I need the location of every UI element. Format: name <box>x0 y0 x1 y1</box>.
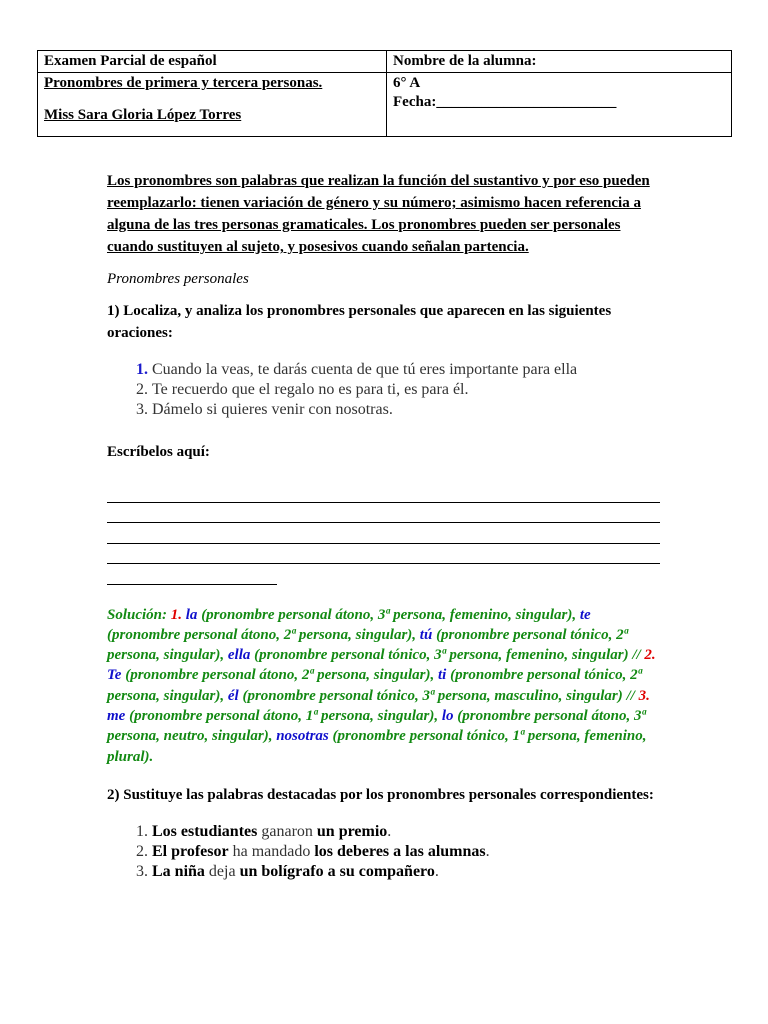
answer-line <box>107 564 277 585</box>
sentence-list <box>107 360 660 420</box>
list-item <box>152 862 660 882</box>
grade-date-cell <box>387 73 732 137</box>
highlighted-words: un premio <box>316 822 388 840</box>
list-item <box>152 822 660 842</box>
exam-content <box>107 170 660 882</box>
exam-header-table <box>37 50 732 137</box>
pronoun-description: (pronombre personal tónico, 2ª persona, singular), <box>107 667 642 704</box>
pronoun: ella <box>227 647 251 664</box>
pronoun-description: (pronombre personal tónico, 3ª persona, masculino, singular) // <box>242 687 635 704</box>
period: . <box>485 842 490 860</box>
pronoun: lo <box>441 707 454 724</box>
list-item: 1. Cuando la veas, te darás cuenta de que tú eres importante para ella <box>152 360 660 380</box>
topic-cell <box>38 73 387 137</box>
highlighted-words: La niña <box>152 862 205 880</box>
period: . <box>387 822 392 840</box>
answer-line <box>107 503 660 524</box>
exam-title: Examen Parcial de español <box>44 53 217 69</box>
pronoun: Te <box>107 667 122 684</box>
highlighted-words: Los estudiantes <box>152 822 258 840</box>
date-field <box>393 93 725 112</box>
answer-line <box>107 523 660 544</box>
answer-line <box>107 544 660 565</box>
replace-list <box>107 822 660 882</box>
solution-paragraph <box>107 605 660 767</box>
answer-line <box>107 482 660 503</box>
verb: ganaron <box>261 822 313 840</box>
exam-title-cell <box>38 51 387 73</box>
write-here-label: Escríbelos aquí: <box>107 444 210 460</box>
pronoun-description: (pronombre personal tónico, 2ª persona, singular), <box>107 626 628 664</box>
list-item: 3. Dámelo si quieres venir con nosotras. <box>152 400 660 420</box>
pronoun: te <box>579 606 591 623</box>
list-item <box>152 842 660 862</box>
solution-number: 2. <box>644 647 656 664</box>
pronoun-description: (pronombre personal átono, 3ª persona, femenino, singular), <box>201 606 577 623</box>
solution-label: Solución: <box>107 606 168 623</box>
date-label: Fecha: <box>393 94 437 110</box>
verb: ha mandado <box>232 842 311 860</box>
pronoun: la <box>185 606 198 623</box>
solution-number: 1. <box>170 606 183 623</box>
grade: 6° A <box>393 75 421 91</box>
pronoun-description: (pronombre personal átono, 2ª persona, singular), <box>125 667 435 684</box>
answer-lines <box>107 482 660 585</box>
highlighted-words: los deberes a las alumnas <box>314 842 486 860</box>
pronoun-description: (pronombre personal átono, 2ª persona, singular), <box>107 626 417 643</box>
question-2: 2) Sustituye las palabras destacadas por los pronombres personales correspondientes: <box>107 786 654 803</box>
student-name-label: Nombre de la alumna: <box>393 53 537 69</box>
highlighted-words: El profesor <box>152 842 229 860</box>
pronoun-description: (pronombre personal átono, 1ª persona, singular), <box>129 707 439 724</box>
question-1: 1) Localiza, y analiza los pronombres personales que aparecen en las siguientes oraciones: <box>107 303 612 341</box>
pronoun: nosotras <box>276 728 329 745</box>
section-title: Pronombres personales <box>107 271 249 287</box>
pronoun: me <box>107 707 126 724</box>
pronoun: ti <box>438 667 447 684</box>
solution-number: 3. <box>638 687 650 704</box>
pronoun: tú <box>419 626 433 643</box>
date-blank: ________________________ <box>436 94 617 110</box>
highlighted-words: un bolígrafo a su compañero <box>239 862 435 880</box>
student-name-cell <box>387 51 732 73</box>
pronoun-description: (pronombre personal tónico, 1ª persona, femenino, plural). <box>107 728 647 765</box>
pronoun-description: (pronombre personal átono, 3ª persona, neutro, singular), <box>107 707 646 745</box>
verb: deja <box>208 862 236 880</box>
pronoun-description: (pronombre personal tónico, 3ª persona, femenino, singular) // <box>254 647 641 664</box>
intro-paragraph: Los pronombres son palabras que realizan la función del sustantivo y por eso pueden reemplazarlo: tienen variación de género y su número; asimismo hacen referencia a alguna de las tres personas gramaticales. Los pronombres pueden ser personales cuando sustituyen al sujeto, y posesivos cuando señalan partencia. <box>107 173 650 255</box>
teacher-name: Miss Sara Gloria López Torres <box>44 107 242 123</box>
list-item: 2. Te recuerdo que el regalo no es para ti, es para él. <box>152 380 660 400</box>
period: . <box>434 862 439 880</box>
pronoun: él <box>227 687 239 704</box>
exam-topic: Pronombres de primera y tercera personas. <box>44 75 323 91</box>
